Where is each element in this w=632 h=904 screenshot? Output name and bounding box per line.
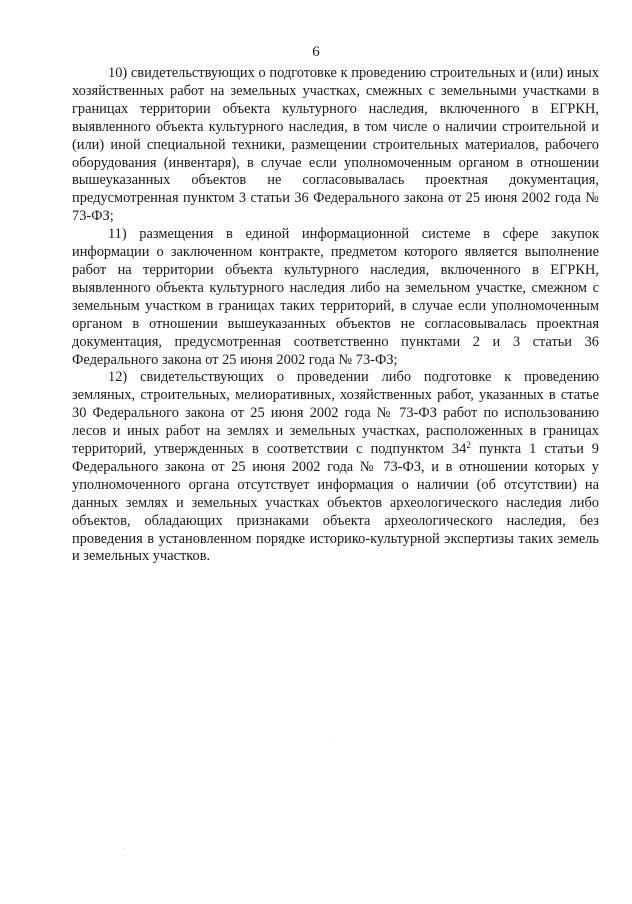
scan-speck — [330, 741, 331, 742]
list-item-10: 10) свидетельствующих о подготовке к проведению строительных и (или) иных хозяйственных работ на земельных участках, смежных с земельными участками в границах территории объекта культурного наследия, включенного в ЕГРКН, выявленного объекта культурного наследия, в том числе о наличии строительной и (или) иной специальной техники, размещении строительных материалов, рабочего оборудования (инвентаря), в случае если уполномоченным органом в отношении вышеуказанных объектов не согласовывалась проектная документация, предусмотренная пунктом 3 статьи 36 Федерального закона от 25 июня 2002 года № 73-ФЗ; — [72, 65, 599, 225]
list-item-12 — [72, 369, 599, 566]
scan-speck — [124, 848, 125, 849]
page-number: 6 — [312, 44, 320, 60]
list-item-11: 11) размещения в единой информационной системе в сфере закупок информации о заключенном контракте, предметом которого является выполнение работ на территории объекта культурного наследия, включенного в ЕГРКН, выявленного объекта культурного наследия либо на земельном участке, смежном с земельным участком в границах таких территорий, в случае если уполномоченным органом в отношении вышеуказанных объектов не согласовывалась проектная документация, предусмотренная соответственно пунктами 2 и 3 статьи 36 Федерального закона от 25 июня 2002 года № 73-ФЗ; — [72, 226, 599, 368]
list-item-12-text-before: 12) свидетельствующих о проведении либо подготовке к проведению земляных, строительных, мелиоративных, хозяйственных работ, указанных в статье 30 Федерального закона от 25 июня 2002 года № 73-ФЗ работ по использованию лесов и иных работ на землях и земельных участках, расположенных в границах территорий, утвержденных в соответствии с подпунктом 34 — [72, 369, 599, 458]
document-body — [72, 65, 599, 566]
list-item-12-text-after: пункта 1 статьи 9 Федерального закона от 25 июня 2002 года № 73-ФЗ, и в отношении которых у уполномоченного органа отсутствует информация о наличии (об отсутствии) на данных землях и земельных участках объектов археологического наследия либо объектов, обладающих признаками объекта археологического наследия, без проведения в установленном порядке историко-культурной экспертизы таких земель и земельных участков. — [72, 441, 599, 565]
superscript-index: 2 — [466, 440, 471, 451]
